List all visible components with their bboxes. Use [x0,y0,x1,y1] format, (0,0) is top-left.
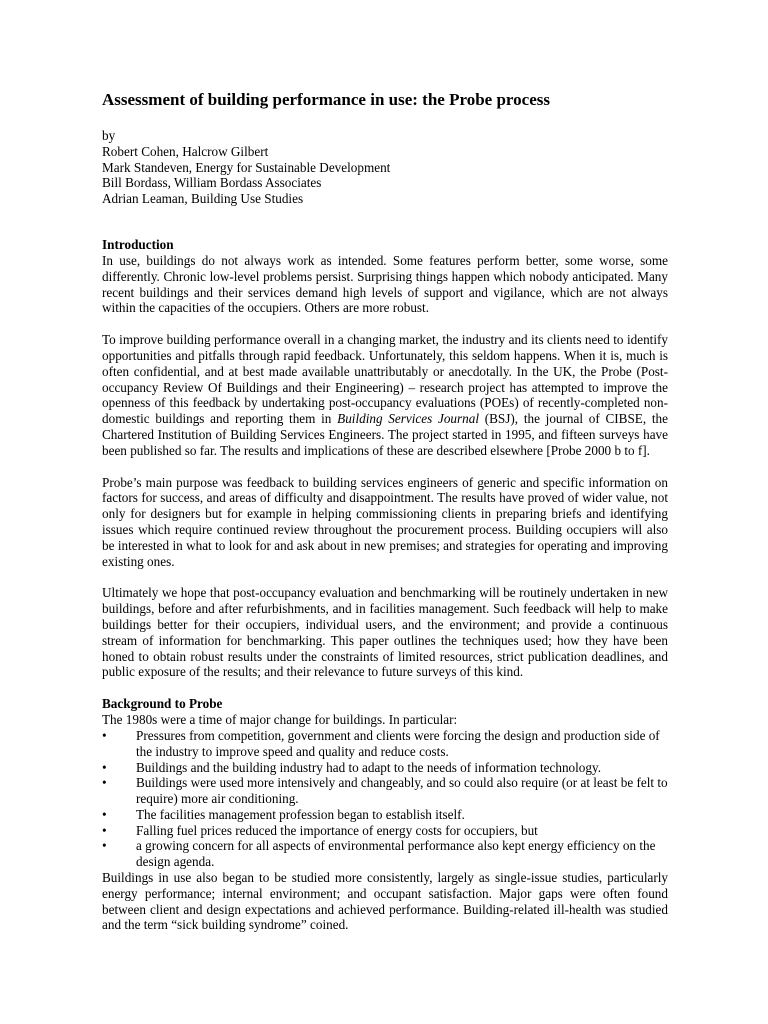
list-item [102,760,668,776]
list-item-text: Buildings and the building industry had to adapt to the needs of information technology. [136,759,602,775]
paragraph: Probe’s main purpose was feedback to building services engineers of generic and specific information on factors for success, and areas of difficulty and disappointment. The results have proved of wider value, not only for designers but for example in helping commissioning clients in preparing briefs and identifying issues which require continued review throughout the procurement process. Building occupiers will also be interested in what to look for and ask about in new premises; and strategies for operating and improving existing ones. [102,474,668,569]
paragraph: The 1980s were a time of major change for buildings. In particular: [102,712,458,728]
list-item-text: Falling fuel prices reduced the importance of energy costs for occupiers, but [136,822,538,838]
author-line: Robert Cohen, Halcrow Gilbert [102,143,269,159]
paragraph-text: (BSJ), the journal of CIBSE, the Chartered Institution of Building Services Engineers. The project started in 1995, and fifteen surveys have been published so far. The results and implications of these are described elsewhere [Probe 2000 b to f]. [102,411,668,458]
list-item [102,775,668,807]
introduction-heading: Introduction [102,236,174,252]
author-line: Mark Standeven, Energy for Sustainable Development [102,159,391,175]
bullet-icon: • [102,806,107,822]
bullet-icon: • [102,727,107,743]
list-item-text: a growing concern for all aspects of environmental performance also kept energy efficiency on the design agenda. [136,838,656,870]
author-line: Adrian Leaman, Building Use Studies [102,191,304,207]
paragraph [102,332,668,458]
author-line: Bill Bordass, William Bordass Associates [102,175,322,191]
background-heading: Background to Probe [102,696,223,712]
paragraph: In use, buildings do not always work as intended. Some features perform better, some worse, some differently. Chronic low-level problems persist. Surprising things happen which nobody anticipated. Many recent buildings and their services demand high levels of support and vigilance, which are not always within the capacities of the occupiers. Others are more robust. [102,252,668,316]
author-block [102,128,668,207]
byline: by [102,128,116,143]
list-item [102,838,668,870]
paragraph: Ultimately we hope that post-occupancy evaluation and benchmarking will be routinely undertaken in new buildings, before and after refurbishments, and in facilities management. Such feedback will help to make buildings better for their occupiers, individual users, and the environment; and provide a continuous stream of information for benchmarking. This paper outlines the techniques used; how they have been honed to obtain robust results under the constraints of limited resources, strict publication deadlines, and public exposure of the results; and their relevance to future surveys of this kind. [102,585,668,680]
paper-title: Assessment of building performance in use: the Probe process [102,90,550,109]
journal-name: Building Services Journal [337,411,479,427]
bullet-icon: • [102,775,107,791]
list-item [102,823,668,839]
list-item [102,807,668,823]
bullet-list [102,728,668,870]
list-item-text: Pressures from competition, government and clients were forcing the design and production side of the industry to improve speed and quality and reduce costs. [136,727,660,759]
paragraph: Buildings in use also began to be studied more consistently, largely as single-issue studies, particularly energy performance; internal environment; and occupant satisfaction. Major gaps were often found between client and design expectations and achieved performance. Building-related ill-health was studied and the term “sick building syndrome” coined. [102,870,668,933]
bullet-icon: • [102,822,107,838]
bullet-icon: • [102,838,107,854]
list-item-text: The facilities management profession began to establish itself. [136,806,465,822]
paragraph-text: To improve building performance overall in a changing market, the industry and its clients need to identify opportunities and pitfalls through rapid feedback. Unfortunately, this seldom happens. When it is, much is often confidential, and at best made available unattributably or anecdotally. In the UK, the Probe (Post-occupancy Review Of Buildings and their Engineering) – research project has attempted to improve the openness of this feedback by undertaking post-occupancy evaluations (POEs) of recently-completed non-domestic buildings and reporting them in [102,332,668,427]
document-page [102,90,668,933]
bullet-icon: • [102,759,107,775]
list-item [102,728,668,760]
list-item-text: Buildings were used more intensively and changeably, and so could also require (or at least be felt to require) more air conditioning. [136,775,668,807]
